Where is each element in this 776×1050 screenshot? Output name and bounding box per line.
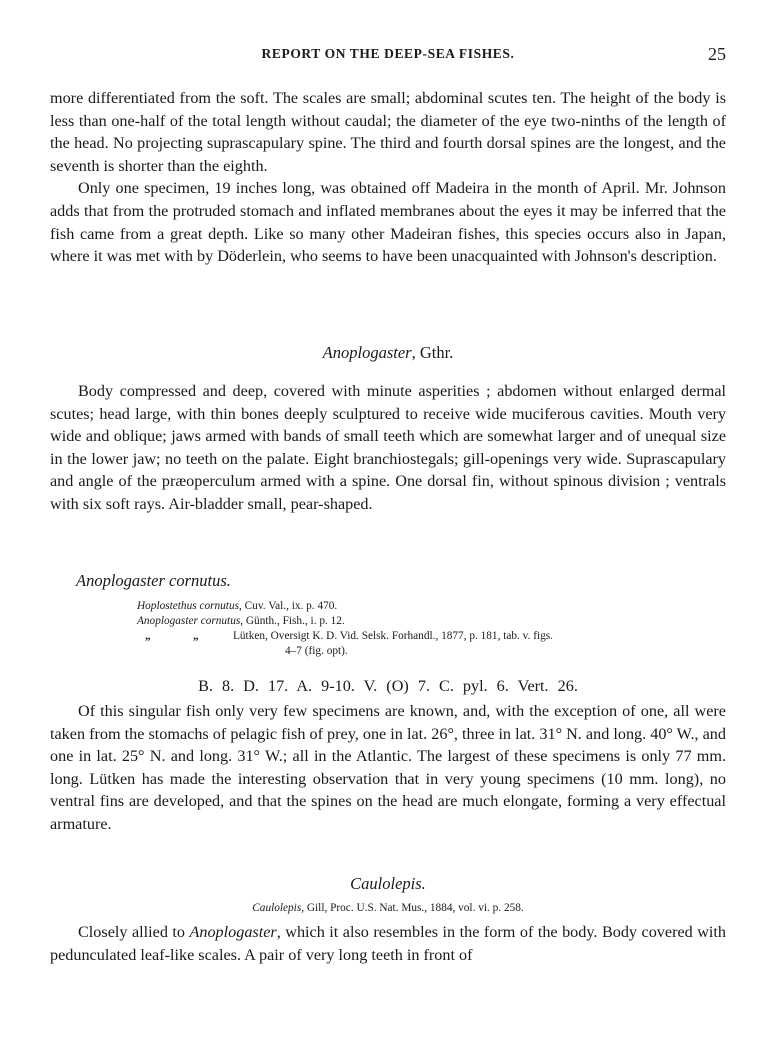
genus-heading-caulolepis	[50, 874, 726, 894]
desc-italic: Anoplogaster	[189, 923, 277, 941]
synonym-line	[137, 599, 553, 614]
paragraph-specimen-note: Only one specimen, 19 inches long, was obtained off Madeira in the month of April. Mr. Johnson adds that from the protruded stomach and inflated membranes about the eyes it may be inferred that the fish came from a great depth. Like so many other Madeiran fishes, this species occurs also in Japan, where it was met with by Döderlein, who seems to have been unacquainted with Johnson's description.	[50, 179, 726, 266]
page-header	[50, 46, 726, 70]
species-description-section	[50, 700, 726, 836]
paragraph-continued: more differentiated from the soft. The scales are small; abdominal scutes ten. The height of the body is less than one-half of the total length without caudal; the diameter of the eye two-ninths of the length of the head. No projecting suprascapulary spine. The third and fourth dorsal spines are the longest, and the seventh is shorter than the eighth.	[50, 89, 726, 175]
desc-start: Closely allied to	[78, 923, 190, 941]
genus-name: Anoplogaster	[322, 343, 412, 362]
continued-section	[50, 87, 726, 268]
species-heading: Anoplogaster cornutus.	[76, 571, 231, 590]
page-number: 25	[708, 44, 726, 64]
genus-description: Body compressed and deep, covered with minute asperities ; abdomen without enlarged dermal scutes; head large, with thin bones deeply sculptured to receive wide muciferous cavities. Mouth very wide and oblique; jaws armed with bands of small teeth which are somewhat larger and of unequal size in the lower jaw; no teeth on the palate. Eight branchiostegals; gill-openings very wide. Suprascapulary and angle of the præoperculum armed with a spine. One dorsal fin, without spinous division ; ventrals with six soft rays. Air-bladder small, pear-shaped.	[50, 382, 726, 513]
synonym-ref: , Günth., Fish., i. p. 12.	[240, 615, 345, 627]
synonym-name: Anoplogaster cornutus	[137, 615, 241, 627]
synonym-line	[137, 629, 553, 644]
synonym-line	[137, 614, 553, 629]
genus-description-section	[50, 380, 726, 516]
synonymy-list	[137, 599, 553, 659]
synonym-ref: , Cuv. Val., ix. p. 470.	[239, 600, 338, 612]
synonym-ref: Lütken, Oversigt K. D. Vid. Selsk. Forhandl., 1877, p. 181, tab. v. figs.	[233, 630, 554, 642]
ditto-mark: „	[193, 630, 199, 642]
running-head: REPORT ON THE DEEP-SEA FISHES.	[261, 46, 515, 61]
reference-name: Caulolepis	[252, 902, 302, 914]
fin-formula: B. 8. D. 17. A. 9-10. V. (O) 7. C. pyl. 6. Vert. 26.	[198, 677, 578, 695]
genus-reference	[50, 902, 726, 914]
ditto-mark: „	[145, 630, 151, 642]
genus-name: Caulolepis.	[350, 874, 426, 893]
reference-text: , Gill, Proc. U.S. Nat. Mus., 1884, vol. vi. p. 258.	[301, 902, 524, 914]
caulolepis-description	[50, 921, 726, 966]
genus-author: , Gthr.	[411, 343, 454, 362]
synonym-continuation: 4–7 (fig. opt).	[285, 645, 348, 657]
synonym-name: Hoplostethus cornutus	[137, 600, 239, 612]
caulolepis-description-section	[50, 921, 726, 966]
genus-heading-anoplogaster	[50, 343, 726, 363]
desc-end: , which it also resembles in the form of the body. Body covered with pedunculated leaf-like scales. A pair of very long teeth in front of	[50, 923, 727, 964]
species-description: Of this singular fish only very few specimens are known, and, with the exception of one, all were taken from the stomachs of pelagic fish of prey, one in lat. 26°, three in lat. 31° N. and long. 40° W., and one in lat. 25° N. and long. 31° W.; all in the Atlantic. The largest of these specimens is only 77 mm. long. Lütken has made the interesting observation that in very young specimens (10 mm. long), no ventral fins are developed, and that the spines on the head are much elongate, forming a very effectual armature.	[50, 702, 726, 833]
